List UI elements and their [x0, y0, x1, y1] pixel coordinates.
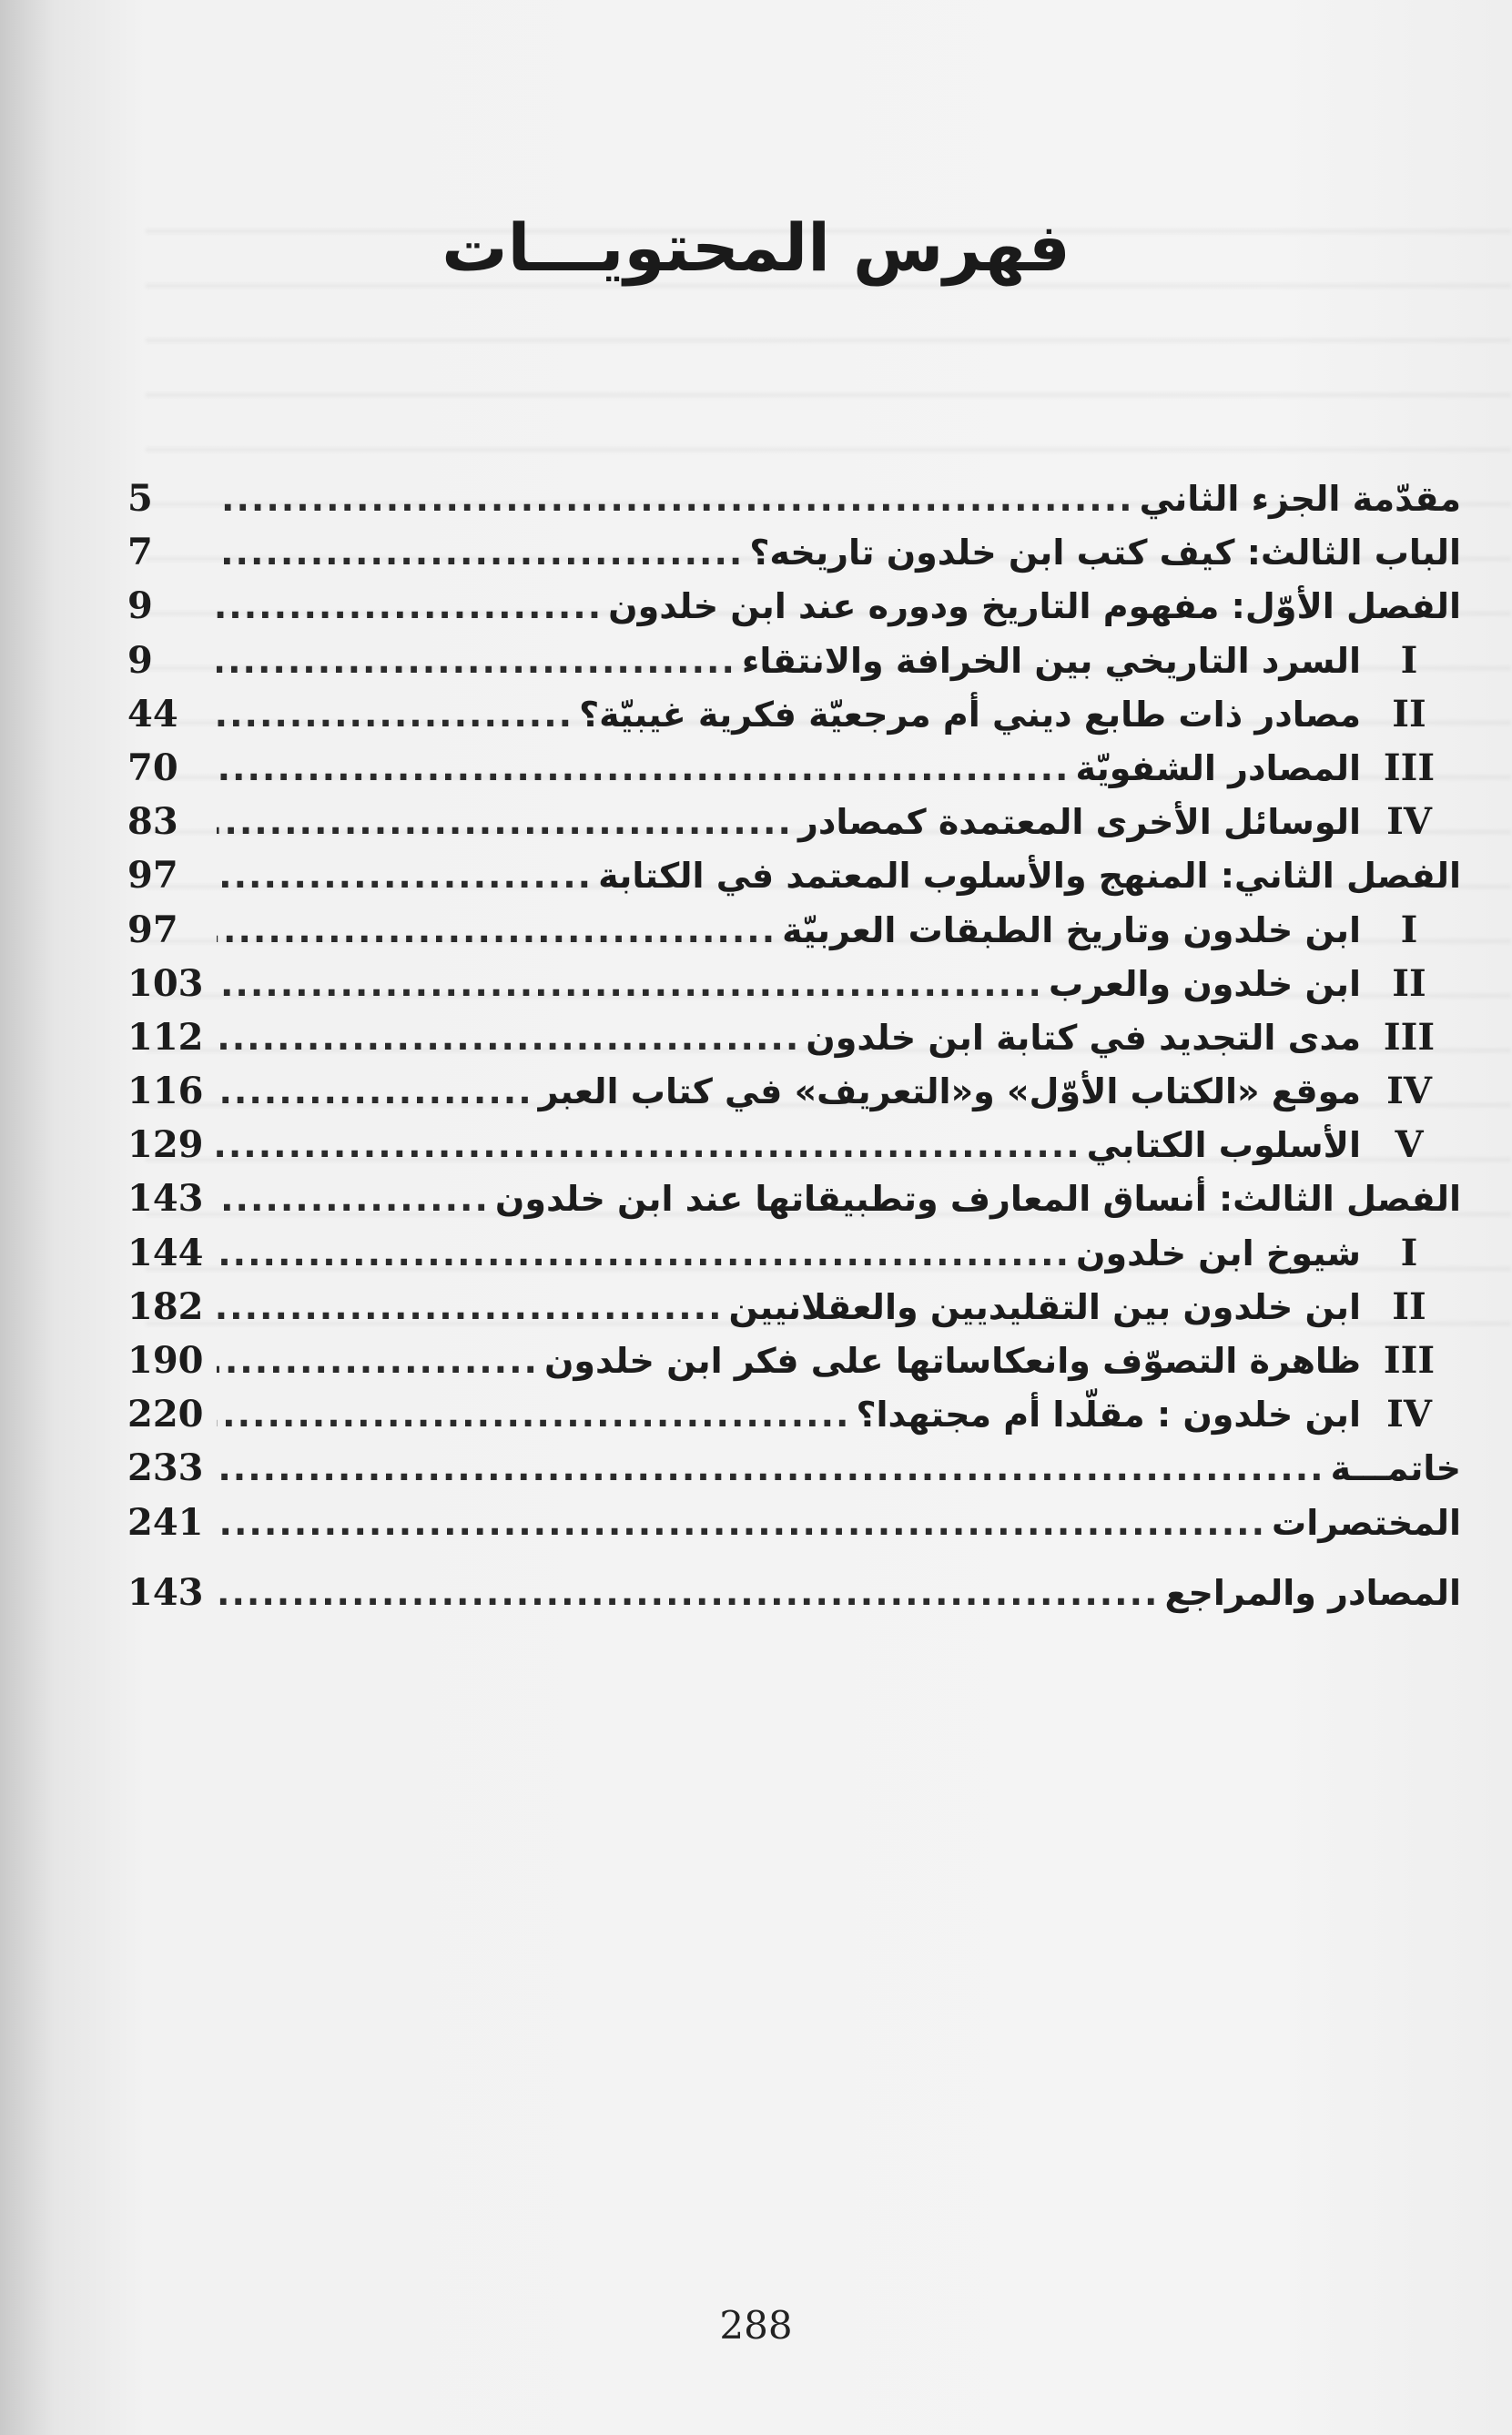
toc-row: [127, 1387, 1461, 1441]
toc-entry-label: الفصل الثاني: المنهج والأسلوب المعتمد في الكتابة: [598, 856, 1461, 897]
toc-row: [127, 741, 1461, 795]
toc-page-number: 103: [127, 961, 204, 1005]
toc-page-number: 144: [127, 1231, 204, 1274]
dot-leader: [217, 1227, 1071, 1281]
toc-page-number: 129: [127, 1123, 204, 1167]
dot-leader: [217, 1172, 490, 1226]
dot-leader: [217, 1065, 533, 1119]
toc-page-number: 143: [127, 1570, 204, 1614]
toc-row: [127, 1496, 1461, 1549]
toc-roman-numeral: V: [1395, 1123, 1424, 1167]
toc-entry-label: ظاهرة التصوّف وانعكاساتها على فكر ابن خلدون: [544, 1341, 1361, 1381]
toc-page-number: 190: [127, 1339, 204, 1382]
dot-leader: [217, 1119, 1081, 1172]
dot-leader: [217, 958, 1043, 1011]
toc-entry-label: الفصل الأوّل: مفهوم التاريخ ودوره عند ابن خلدون: [608, 586, 1461, 627]
toc-roman-numeral: III: [1383, 746, 1436, 789]
toc-entry-label: الفصل الثالث: أنساق المعارف وتطبيقاتها عند ابن خلدون: [494, 1179, 1461, 1220]
toc-page-number: 5: [127, 477, 153, 520]
dot-leader: [217, 904, 776, 958]
dot-leader: [217, 1388, 850, 1442]
dot-leader: [217, 1011, 800, 1065]
toc-entry-label: ابن خلدون بين التقليديين والعقلانيين: [728, 1286, 1361, 1327]
toc-page-number: 241: [127, 1500, 204, 1544]
dot-leader: [217, 1281, 724, 1334]
toc-page-number: 182: [127, 1284, 204, 1328]
toc-row: [127, 1566, 1461, 1619]
toc-row: [127, 1441, 1461, 1495]
toc-page-number: 9: [127, 638, 153, 682]
toc-row: [127, 579, 1461, 633]
toc-roman-numeral: IV: [1386, 1393, 1432, 1436]
toc-row: [127, 472, 1461, 525]
toc-page-number: 97: [127, 908, 178, 951]
toc-roman-numeral: I: [1400, 908, 1418, 951]
toc-row: [127, 1172, 1461, 1225]
toc-roman-numeral: III: [1383, 1339, 1436, 1382]
toc-row: [127, 1334, 1461, 1387]
toc-page-number: 143: [127, 1177, 204, 1221]
toc-page-number: 220: [127, 1393, 204, 1436]
toc-page-number: 233: [127, 1446, 204, 1490]
toc-page-number: 83: [127, 800, 178, 844]
toc-row: [127, 1226, 1461, 1280]
toc-entry-label: المصادر الشفويّة: [1075, 747, 1361, 788]
toc-entry-label: شيوخ ابن خلدون: [1076, 1233, 1361, 1273]
dot-leader: [217, 1567, 1160, 1620]
toc-entry-label: الباب الثالث: كيف كتب ابن خلدون تاريخه؟: [749, 533, 1461, 573]
table-of-contents: [127, 472, 1461, 1619]
toc-row: [127, 1064, 1461, 1118]
toc-page-number: 70: [127, 746, 178, 789]
toc-page-number: 97: [127, 854, 178, 898]
toc-page-number: 7: [127, 531, 153, 574]
toc-entry-label: مدى التجديد في كتابة ابن خلدون: [806, 1017, 1361, 1058]
dot-leader: [217, 796, 793, 849]
toc-entry-label: السرد التاريخي بين الخرافة والانتقاء: [741, 640, 1361, 681]
toc-row: [127, 848, 1461, 902]
toc-row: [127, 795, 1461, 848]
dot-leader: [217, 742, 1070, 796]
toc-entry-label: المصادر والمراجع: [1164, 1572, 1461, 1613]
dot-leader: [217, 688, 573, 742]
toc-page-number: 116: [127, 1070, 204, 1113]
toc-roman-numeral: I: [1400, 1231, 1418, 1274]
toc-entry-label: ابن خلدون وتاريخ الطبقات العربيّة: [782, 909, 1361, 950]
dot-leader: [217, 1334, 539, 1388]
page-number: 288: [719, 2303, 793, 2348]
toc-entry-label: مصادر ذات طابع ديني أم مرجعيّة فكرية غيبيّة؟: [579, 694, 1361, 735]
toc-row: [127, 1280, 1461, 1334]
toc-page-number: 112: [127, 1015, 204, 1059]
dot-leader: [217, 1497, 1266, 1550]
toc-page-number: 9: [127, 584, 153, 628]
toc-row: [127, 1118, 1461, 1172]
dot-leader: [217, 849, 593, 903]
toc-entry-label: الأسلوب الكتابي: [1086, 1125, 1361, 1166]
page-title: فهرس المحتويـــات: [441, 209, 1071, 286]
dot-leader: [217, 1442, 1325, 1496]
toc-entry-label: الوسائل الأخرى المعتمدة كمصادر: [797, 802, 1361, 843]
toc-roman-numeral: III: [1383, 1015, 1436, 1059]
toc-row: [127, 687, 1461, 741]
toc-row: [127, 634, 1461, 687]
toc-row: [127, 525, 1461, 579]
toc-roman-numeral: II: [1392, 692, 1426, 736]
toc-entry-label: المختصرات: [1272, 1502, 1461, 1543]
toc-roman-numeral: II: [1392, 1284, 1426, 1328]
dot-leader: [217, 526, 744, 580]
toc-roman-numeral: I: [1400, 638, 1418, 682]
toc-entry-label: خاتمـــة: [1330, 1448, 1461, 1489]
toc-entry-label: موقع «الكتاب الأوّل» و«التعريف» في كتاب العبر: [538, 1071, 1361, 1112]
toc-entry-label: ابن خلدون : مقلّدا أم مجتهدا؟: [856, 1395, 1361, 1436]
dot-leader: [217, 634, 736, 688]
toc-roman-numeral: IV: [1386, 1070, 1432, 1113]
toc-row: [127, 957, 1461, 1010]
dot-leader: [217, 580, 603, 634]
toc-roman-numeral: II: [1392, 961, 1426, 1005]
toc-row: [127, 903, 1461, 957]
toc-entry-label: ابن خلدون والعرب: [1048, 963, 1361, 1004]
toc-page-number: 44: [127, 692, 178, 736]
toc-row: [127, 1010, 1461, 1064]
toc-roman-numeral: IV: [1386, 800, 1432, 844]
toc-entry-label: مقدّمة الجزء الثاني: [1139, 479, 1461, 519]
dot-leader: [217, 472, 1134, 526]
